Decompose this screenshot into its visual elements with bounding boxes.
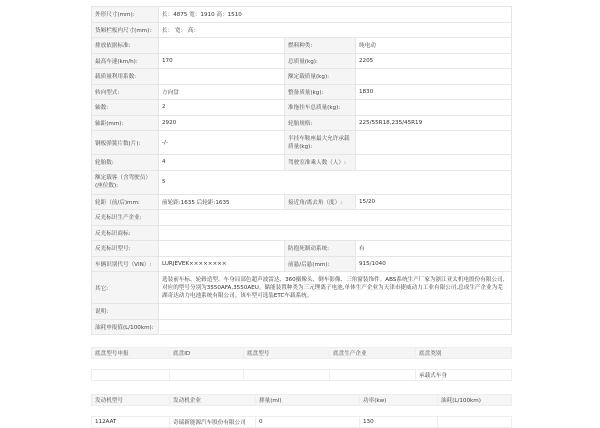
chassis-table (91, 347, 512, 381)
vin-label: 车辆识别代号（VIN）: (92, 256, 159, 272)
engine-value-cell: 130 (360, 417, 438, 428)
spec-row (92, 210, 512, 226)
fuel-type-value: 纯电动 (356, 38, 512, 54)
axles-label: 轴数: (92, 100, 159, 116)
tire-count-label: 轮胎数: (92, 155, 159, 171)
rated-passengers-label: 额定载客（含驾驶员）(座位数): (92, 170, 159, 194)
spec-row (92, 194, 512, 210)
engine-header-cell: 发动机企业 (170, 395, 256, 406)
engine-header-cell: 发动机型号 (92, 395, 170, 406)
rated-load-value (356, 69, 512, 85)
spec-row (92, 319, 512, 335)
rated-passengers-value: 5 (159, 170, 512, 194)
overhang-label: 前悬/后悬(mm): (285, 256, 356, 272)
rated-load-label: 额定载质量(kg): (285, 69, 356, 85)
chassis-header-cell: 底盘生产企业 (330, 348, 416, 359)
spec-row (92, 256, 512, 272)
trailer-mass-value (356, 100, 512, 116)
spec-row (92, 84, 512, 100)
outer-size-label: 外形尺寸(mm): (92, 7, 159, 23)
antilock-value: 有 (356, 241, 512, 257)
chassis-header-row (92, 348, 512, 359)
spec-row (92, 69, 512, 85)
reflector-maker-label: 反光标识生产企业: (92, 210, 159, 226)
chassis-header-cell: 底盘类别 (416, 348, 512, 359)
spec-row (92, 225, 512, 241)
engine-header-cell: 排量(ml) (256, 395, 360, 406)
reflector-maker-value (159, 210, 512, 226)
axles-value: 2 (159, 100, 285, 116)
vin-value: LURJEVEK×××××××× (159, 256, 285, 272)
wheelbase-label: 轴距(mm): (92, 115, 159, 131)
chassis-header-cell: 底盘型号 (244, 348, 330, 359)
wheelbase-value: 2920 (159, 115, 285, 131)
other-label: 其它: (92, 272, 159, 304)
cab-seats-value (356, 155, 512, 171)
outer-size-value: 长：4875 宽：1910 高：1510 (159, 7, 512, 23)
saddle-load-value (356, 131, 512, 155)
chassis-value-cell: 承载式车身 (416, 370, 512, 381)
fuel-consumption-value (159, 319, 512, 335)
steering-label: 转向型式: (92, 84, 159, 100)
spec-row (92, 7, 512, 23)
chassis-value-cell (170, 370, 244, 381)
leaf-springs-label: 钢板弹簧片数(片): (92, 131, 159, 155)
reflector-model-label: 反光标识型号: (92, 241, 159, 257)
fuel-consumption-label: 油耗申报值(L/100km): (92, 319, 159, 335)
engine-value-row (92, 417, 512, 428)
tire-spec-label: 轮胎规格: (285, 115, 356, 131)
leaf-springs-value: -/- (159, 131, 285, 155)
spec-row (92, 304, 512, 320)
curb-mass-value: 1830 (356, 84, 512, 100)
antilock-label: 防抱死制动系统: (285, 241, 356, 257)
reflector-brand-value (159, 225, 512, 241)
chassis-value-cell (92, 370, 170, 381)
steering-value: 方向盘 (159, 84, 285, 100)
overhang-value: 915/1040 (356, 256, 512, 272)
track-width-label: 轮距（前/后)mm: (92, 194, 159, 210)
note-label: 说明: (92, 304, 159, 320)
chassis-header-cell: 底盘ID (170, 348, 244, 359)
engine-table (91, 394, 512, 428)
spec-row (92, 115, 512, 131)
reflector-model-value (159, 241, 285, 257)
max-speed-label: 最高车速(km/h): (92, 53, 159, 69)
spec-row (92, 170, 512, 194)
engine-value-cell (438, 417, 512, 428)
tire-spec-value: 225/55R18,235/45R19 (356, 115, 512, 131)
fuel-type-label: 燃料种类: (285, 38, 356, 54)
engine-header-cell: 功率(kw) (360, 395, 438, 406)
engine-value-cell: 0 (256, 417, 360, 428)
vehicle-spec-document (91, 6, 511, 428)
spec-row (92, 38, 512, 54)
engine-header-cell: 油耗(L/100km) (438, 395, 512, 406)
emission-standard-label: 排放依据标准: (92, 38, 159, 54)
chassis-value-cell (244, 370, 330, 381)
max-speed-value: 170 (159, 53, 285, 69)
tire-count-value: 4 (159, 155, 285, 171)
engine-header-row (92, 395, 512, 406)
utilization-coef-value (159, 69, 285, 85)
track-width-value: 前轮距:1635 后轮距:1635 (159, 194, 285, 210)
reflector-brand-label: 反光标识商标: (92, 225, 159, 241)
engine-value-cell: 112AAT (92, 417, 170, 428)
vehicle-parameters-table (91, 6, 512, 335)
spec-row (92, 131, 512, 155)
cargo-size-value: 长： 宽： 高： (159, 22, 512, 38)
spec-row (92, 241, 512, 257)
chassis-header-cell: 底盘型号申报 (92, 348, 170, 359)
cargo-size-label: 货厢栏板内尺寸(mm): (92, 22, 159, 38)
utilization-coef-label: 载质量利用系数: (92, 69, 159, 85)
emission-standard-value (159, 38, 285, 54)
spec-row (92, 100, 512, 116)
spec-row (92, 155, 512, 171)
note-value (159, 304, 512, 320)
spec-row (92, 22, 512, 38)
chassis-value-cell (330, 370, 416, 381)
total-mass-value: 2205 (356, 53, 512, 69)
curb-mass-label: 整备质量(kg): (285, 84, 356, 100)
trailer-mass-label: 准拖挂车总质量(kg): (285, 100, 356, 116)
spec-row (92, 272, 512, 304)
chassis-value-row (92, 370, 512, 381)
cab-seats-label: 驾驶室准乘人数（人）: (285, 155, 356, 171)
saddle-load-label: 半挂车鞍座最大允许承载质量(kg): (285, 131, 356, 155)
spec-row (92, 53, 512, 69)
other-value: 选装前车标、轮毂造型、车身局部色超声波雷达、360摄像头、倒车影像、三角窗装饰件。ABS系统生产厂家为浙江亚太机电股份有限公司,对应的型号分别为3550AFA,3550AEU。储能装置种类为三元锂离子电池,单体生产企业为天津市捷威动力工业有限公司,总成生产企业为芜湖奇达动力电池系统有限公司。该车型可选装ETC车载系统。 (159, 272, 512, 304)
approach-angle-value: 15/20 (356, 194, 512, 210)
approach-angle-label: 接近角/离去角（度）: (285, 194, 356, 210)
engine-value-cell: 奇瑞新能源汽车股份有限公司 (170, 417, 256, 428)
total-mass-label: 总质量(kg): (285, 53, 356, 69)
